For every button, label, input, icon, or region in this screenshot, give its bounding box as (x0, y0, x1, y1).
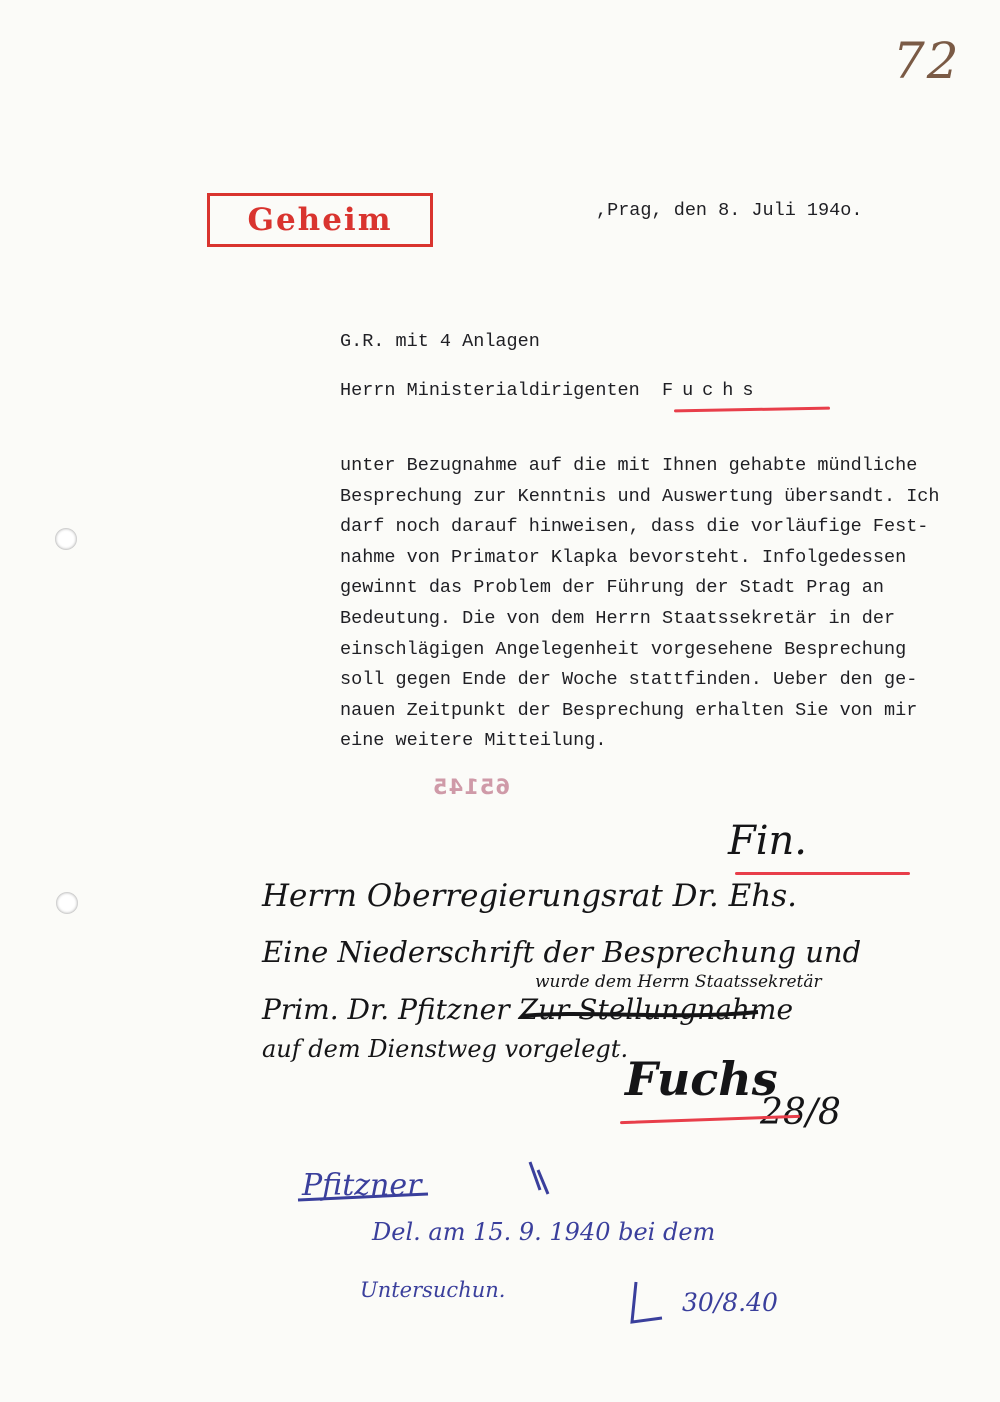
faint-stamp-number: 65145 (432, 775, 511, 799)
blue-note-line: Del. am 15. 9. 1940 bei dem (372, 1218, 716, 1246)
body-line: gewinnt das Problem der Führung der Stadt Prag an (340, 577, 884, 599)
body-line: Bedeutung. Die von dem Herrn Staatssekretär in der (340, 607, 896, 629)
page-number: 72 (893, 32, 961, 90)
punch-hole-bottom (56, 892, 78, 914)
recipient-prefix: Herrn Ministerialdirigenten (340, 380, 640, 401)
body-line: darf noch darauf hinweisen, dass die vorläufige Fest- (340, 516, 929, 538)
date-line: ,Prag, den 8. Juli 194o. (596, 200, 863, 221)
body-line: Besprechung zur Kenntnis und Auswertung übersandt. Ich (340, 485, 940, 507)
punch-hole-top (55, 528, 77, 550)
recipient-name: Fuchs (661, 380, 763, 401)
secret-stamp: Geheim (207, 193, 433, 247)
signature-date: 28/8 (760, 1092, 841, 1133)
handwritten-initials: Fin. (728, 818, 808, 864)
handwritten-signature: Fuchs (625, 1052, 778, 1106)
blue-name-note: Pfitzner (302, 1168, 422, 1203)
blue-date-note: 30/8.40 (682, 1288, 778, 1317)
handwritten-note-insert: wurde dem Herrn Staatssekretär (535, 972, 822, 992)
recipient-underline (674, 407, 830, 413)
letter-body (340, 451, 980, 757)
recipient-line (340, 382, 762, 401)
blue-note-line: Untersuchun. (360, 1278, 506, 1302)
body-line: einschlägigen Angelegenheit vorgesehene Besprechung (340, 638, 907, 660)
enclosure-line: G.R. mit 4 Anlagen (340, 331, 540, 352)
handwritten-note-line: Prim. Dr. Pfitzner Zur Stellungnahme (262, 993, 794, 1026)
body-line: nauen Zeitpunkt der Besprechung erhalten Sie von mir (340, 699, 918, 721)
handwritten-note-line: Herrn Oberregierungsrat Dr. Ehs. (262, 878, 797, 914)
body-line: nahme von Primator Klapka bevorsteht. Infolgedessen (340, 546, 907, 568)
body-line: soll gegen Ende der Woche stattfinden. Ueber den ge- (340, 669, 918, 691)
initials-underline (735, 872, 910, 875)
handwritten-note-line: Eine Niederschrift der Besprechung und (262, 935, 862, 969)
handwritten-note-line: auf dem Dienstweg vorgelegt. (262, 1035, 629, 1063)
body-line: eine weitere Mitteilung. (340, 730, 607, 752)
body-line: unter Bezugnahme auf die mit Ihnen gehabte mündliche (340, 455, 918, 476)
